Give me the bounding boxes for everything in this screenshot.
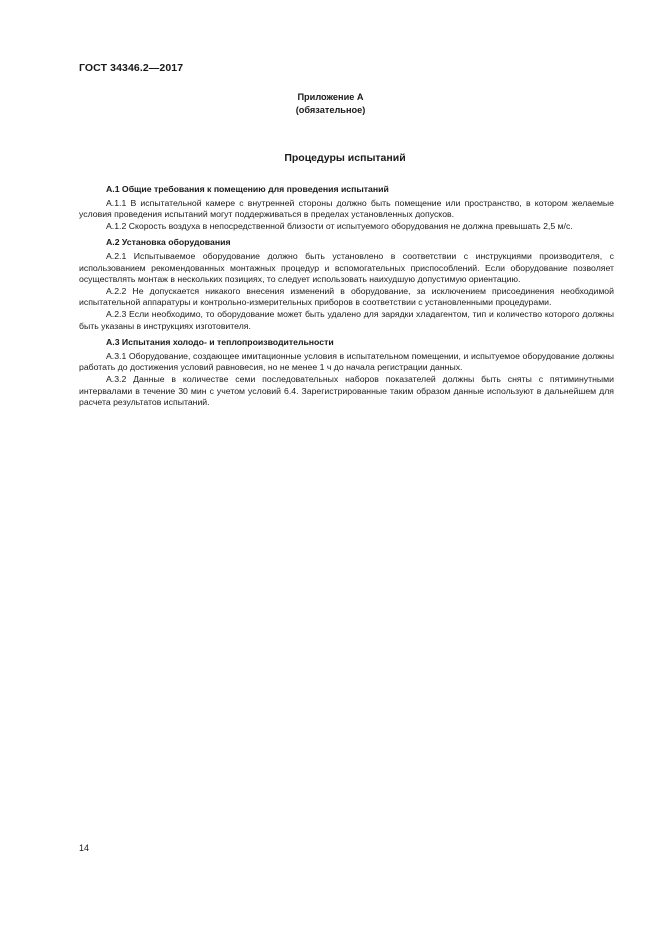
section-heading: А.1 Общие требования к помещению для проведения испытаний	[106, 184, 389, 194]
section-a2	[79, 237, 614, 332]
section-a1	[79, 184, 614, 232]
page-title: Процедуры испытаний	[284, 152, 406, 164]
paragraph: А.3.2 Данные в количестве семи последовательных наборов показателей должны быть сняты с пятиминутными интервалами в течение 30 мин с учетом условий 6.4. Зарегистрированные таким образом данные используют в дальнейшем для расчета результатов испытаний.	[79, 373, 614, 408]
document-body	[79, 184, 614, 414]
paragraph: А.2.1 Испытываемое оборудование должно быть установлено в соответствии с инструкциями производителя, с использованием рекомендованных монтажных процедур и вспомогательных приспособлений. Если оборудование позволяет осуществлять монтаж в нескольких позициях, то следует использовать наихудшую допустимую ориентацию.	[79, 250, 614, 285]
standard-designation: ГОСТ 34346.2—2017	[79, 62, 184, 74]
paragraph: А.2.3 Если необходимо, то оборудование может быть удалено для зарядки хладагентом, тип и количество которого должны быть указаны в инструкциях изготовителя.	[79, 308, 614, 331]
annex-heading	[0, 91, 661, 117]
paragraph: А.2.2 Не допускается никакого внесения изменений в оборудование, за исключением присоединения необходимой испытательной аппаратуры и контрольно-измерительных приборов в соответствии с установленными процедурами.	[79, 285, 614, 308]
paragraph: А.1.2 Скорость воздуха в непосредственной близости от испытуемого оборудования не должна превышать 2,5 м/с.	[106, 220, 573, 231]
section-heading: А.3 Испытания холодо- и теплопроизводительности	[106, 337, 334, 348]
annex-label: Приложение А	[297, 92, 364, 102]
section-a3	[79, 337, 614, 409]
paragraph: А.1.1 В испытательной камере с внутренней стороны должно быть помещение или пространство, в котором желаемые условия проведения испытаний могут поддерживаться в пределах установленных допусков.	[79, 197, 614, 220]
paragraph: А.3.1 Оборудование, создающее имитационные условия в испытательном помещении, и испытуемое оборудование должны работать до достижения условий равновесия, но не менее 1 ч до начала регистрации данных.	[79, 350, 614, 373]
section-heading: А.2 Установка оборудования	[106, 237, 231, 248]
page-number: 14	[79, 843, 90, 853]
annex-status: (обязательное)	[295, 105, 366, 115]
